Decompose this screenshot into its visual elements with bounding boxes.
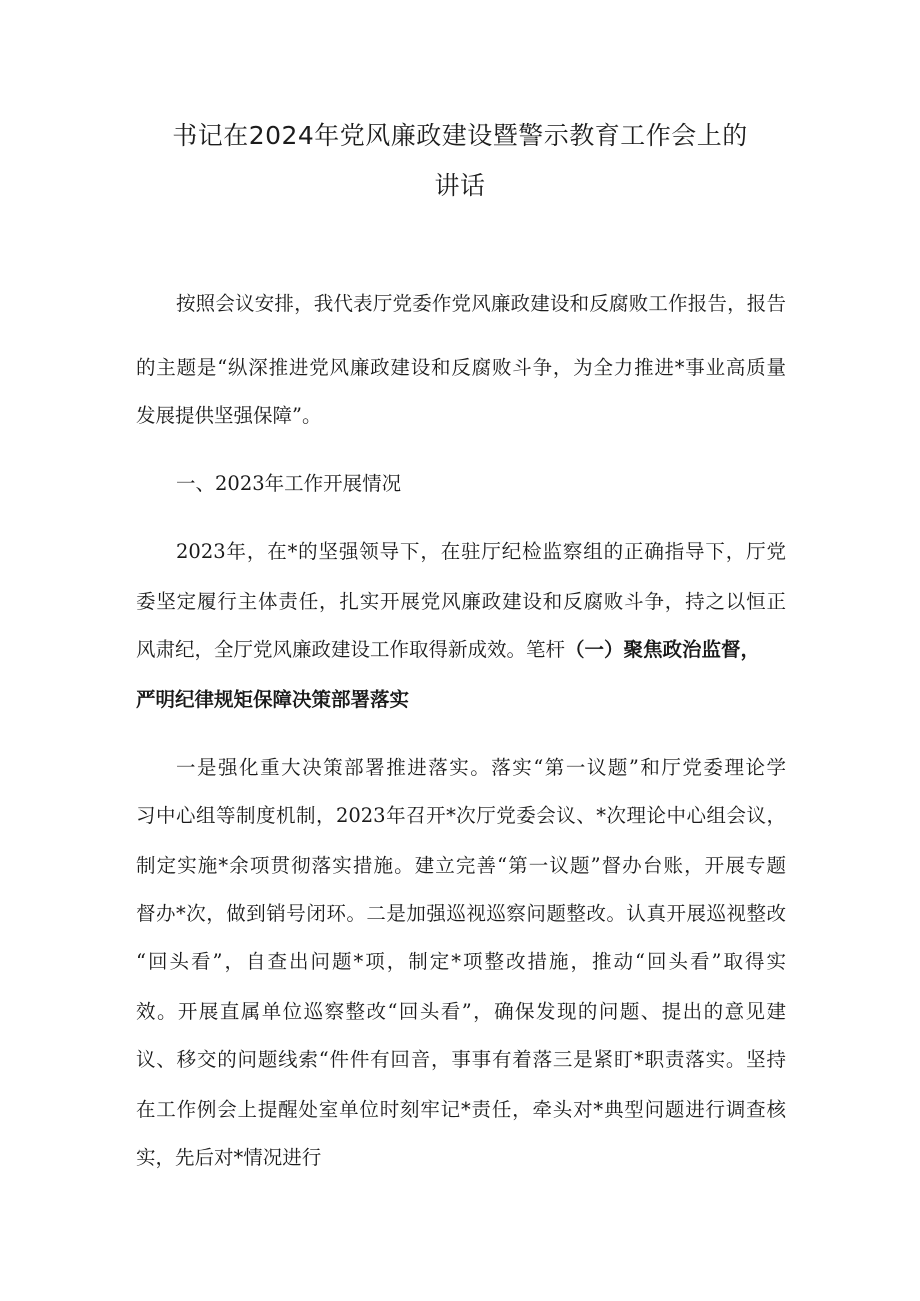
- intro-line-2: 的主题是“纵深推进党风廉政建设和反腐败斗争，为全力推进*事业高质量: [136, 356, 786, 379]
- para3-line-9: 实，先后对*情况进行: [136, 1146, 322, 1169]
- para3-line-1: 一是强化重大决策部署推进落实。落实“第一议题”和厅党委理论学: [176, 756, 786, 779]
- para3-line-2: 习中心组等制度机制，2023年召开*次厅党委会议、*次理论中心组会议，: [136, 804, 786, 827]
- subheading-1-part2: 严明纪律规矩保障决策部署落实: [136, 688, 410, 711]
- intro-line-1: 按照会议安排，我代表厅党委作党风廉政建设和反腐败工作报告，报告: [176, 292, 786, 315]
- para3-line-7: 议、移交的问题线索“件件有回音，事事有着落三是紧盯*职责落实。坚持: [136, 1048, 786, 1071]
- para2-line-1: 2023年，在*的坚强领导下，在驻厅纪检监察组的正确指导下，厅党: [176, 540, 786, 563]
- document-title-line1: 书记在2024年党风廉政建设暨警示教育工作会上的: [172, 121, 748, 150]
- para3-line-5: “回头看”，自查出问题*项，制定*项整改措施，推动“回头看”取得实: [136, 950, 786, 973]
- para3-line-8: 在工作例会上提醒处室单位时刻牢记*责任，牵头对*典型问题进行调查核: [136, 1098, 786, 1121]
- intro-line-3: 发展提供坚强保障”。: [136, 404, 322, 427]
- para2-line-2: 委坚定履行主体责任，扎实开展党风廉政建设和反腐败斗争，持之以恒正: [136, 590, 786, 613]
- para3-line-4: 督办*次，做到销号闭环。二是加强巡视巡察问题整改。认真开展巡视整改: [136, 902, 786, 925]
- section-heading-1: 一、2023年工作开展情况: [176, 472, 402, 495]
- para3-line-6: 效。开展直属单位巡察整改“回头看”，确保发现的问题、提出的意见建: [136, 1000, 786, 1023]
- para3-line-3: 制定实施*余项贯彻落实措施。建立完善“第一议题”督办台账，开展专题: [136, 854, 786, 877]
- para2-line-3-text: 风肃纪，全厅党风廉政建设工作取得新成效。笔杆: [136, 638, 566, 661]
- document-title-line2: 讲话: [434, 171, 486, 200]
- subheading-1-part1: （一）聚焦政治监督，: [565, 638, 761, 661]
- para2-line-3: [136, 636, 786, 664]
